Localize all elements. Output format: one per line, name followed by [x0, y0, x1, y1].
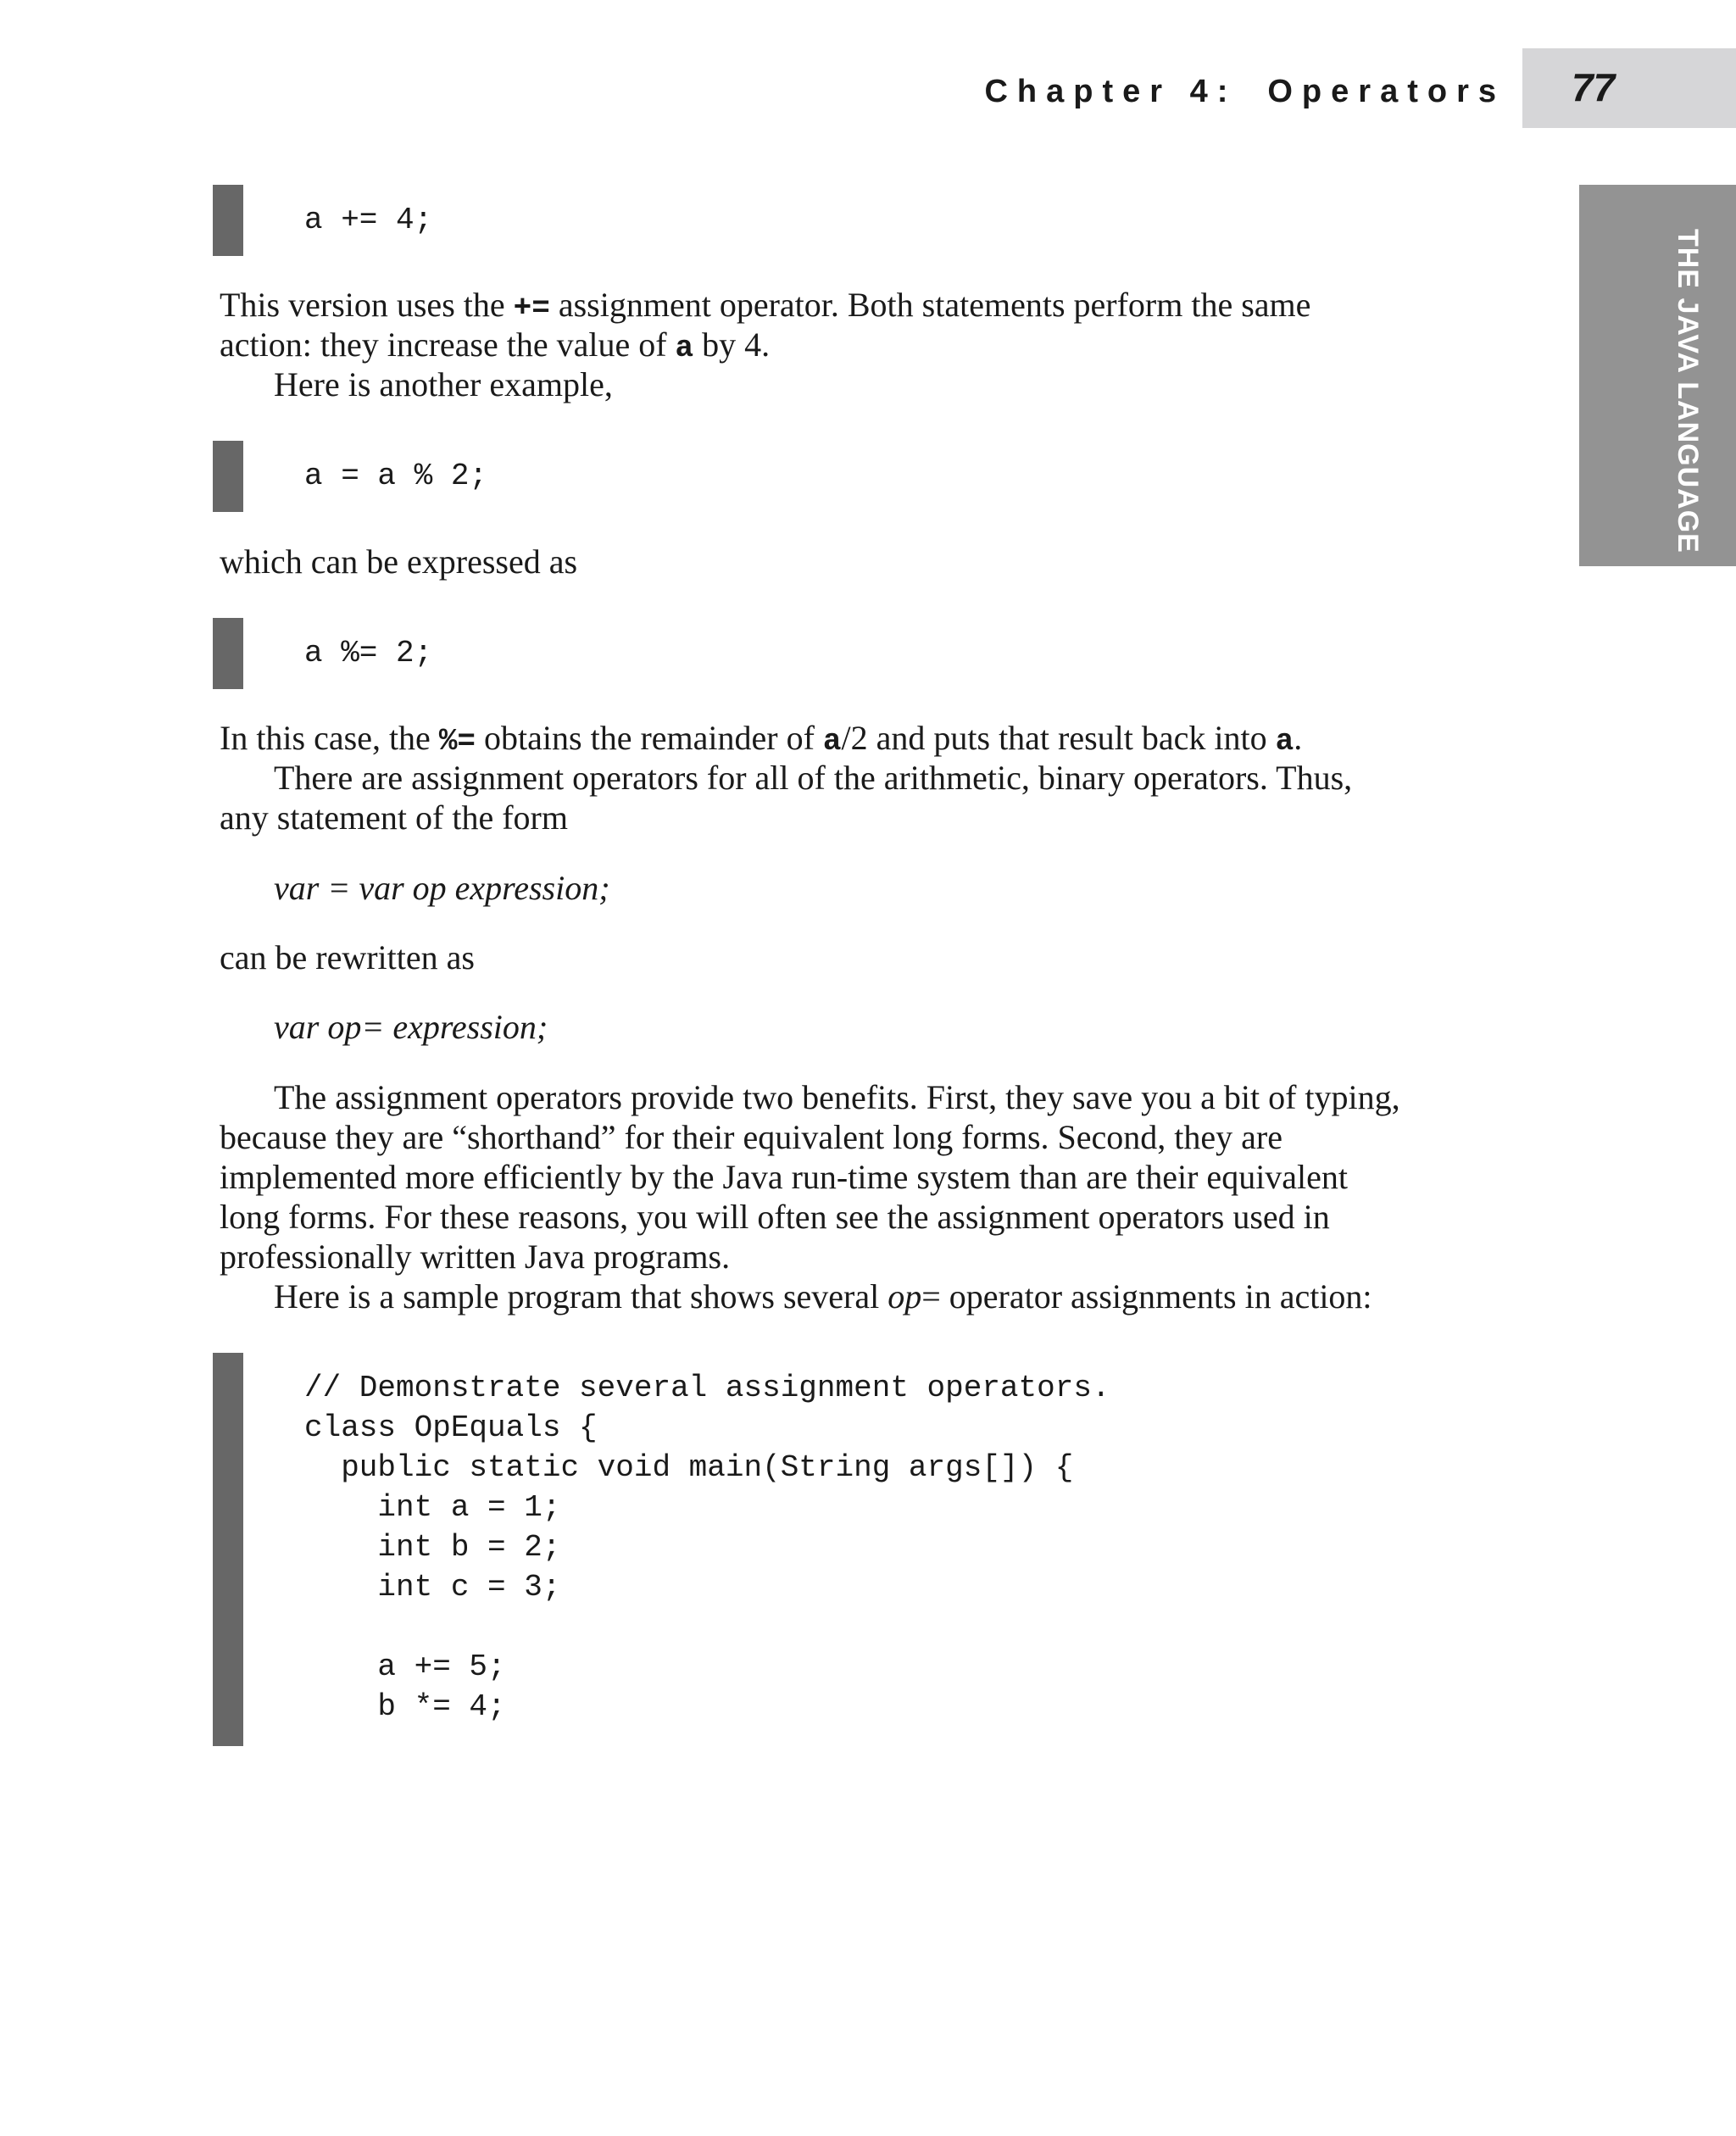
code-block-2 [213, 441, 488, 512]
paragraph-5 [220, 1077, 1525, 1316]
inline-code: += [513, 291, 550, 325]
code-line: class OpEquals { [304, 1410, 598, 1445]
paragraph-1 [220, 285, 1525, 404]
italic-term: op [887, 1277, 922, 1316]
paragraph-2 [220, 542, 1525, 581]
text-run: = operator assignments in action: [921, 1277, 1372, 1316]
text-run: action: they increase the value of [220, 325, 676, 364]
text-line: can be rewritten as [220, 938, 475, 976]
code-line: int c = 3; [304, 1570, 561, 1605]
text-run: This version uses the [220, 286, 514, 324]
code-line: int b = 2; [304, 1530, 561, 1565]
formula-2: var op= expression; [274, 1008, 548, 1046]
inline-code: %= [438, 724, 476, 759]
page-number: 77 [1572, 65, 1616, 109]
formula-1: var = var op expression; [274, 869, 610, 907]
running-header [984, 68, 1505, 115]
text-line: long forms. For these reasons, you will often see the assignment operators used in [220, 1198, 1330, 1236]
inline-code: a [822, 724, 842, 759]
text-line [220, 285, 1525, 325]
code-line: b *= 4; [304, 1689, 506, 1724]
text-run: In this case, the [220, 719, 439, 757]
header-section: Operators [1267, 74, 1505, 109]
text-line [220, 1277, 1525, 1316]
side-tab [1579, 185, 1736, 566]
text-line [220, 718, 1525, 758]
code-line: a %= 2; [304, 636, 433, 670]
inline-code: a [675, 331, 694, 365]
text-line: which can be expressed as [220, 542, 578, 581]
code-block-1 [213, 185, 433, 256]
text-run: Here is a sample program that shows several [274, 1277, 888, 1316]
text-line: professionally written Java programs. [220, 1238, 731, 1276]
page-number-box [1522, 48, 1736, 128]
code-line: int a = 1; [304, 1490, 561, 1525]
code-line: a += 4; [304, 203, 433, 237]
paragraph-3 [220, 718, 1525, 837]
code-line: a = a % 2; [304, 459, 488, 493]
inline-code: a [1275, 724, 1294, 759]
code-line: // Demonstrate several assignment operators. [304, 1371, 1110, 1405]
text-run: /2 and puts that result back into [841, 719, 1276, 757]
code-line: public static void main(String args[]) { [304, 1450, 1074, 1485]
text-line: any statement of the form [220, 798, 568, 837]
text-run: obtains the remainder of [476, 719, 823, 757]
text-line: The assignment operators provide two benefits. First, they save you a bit of typing, [274, 1078, 1400, 1116]
text-line: implemented more efficiently by the Java run-time system than are their equivalent [220, 1158, 1349, 1196]
header-chapter: Chapter 4: [984, 74, 1238, 109]
text-run: . [1294, 719, 1303, 757]
text-line: Here is another example, [274, 365, 613, 403]
text-line: There are assignment operators for all of the arithmetic, binary operators. Thus, [274, 759, 1353, 797]
code-line: a += 5; [304, 1649, 506, 1684]
text-run: by 4. [693, 325, 771, 364]
code-block-3 [213, 618, 433, 689]
text-line [220, 325, 1525, 364]
text-line: because they are “shorthand” for their equivalent long forms. Second, they are [220, 1118, 1283, 1156]
text-run: assignment operator. Both statements perform the same [549, 286, 1311, 324]
side-tab-label: THE JAVA LANGUAGE [1672, 229, 1704, 553]
paragraph-4 [220, 937, 1525, 977]
program-listing [213, 1353, 1110, 1746]
